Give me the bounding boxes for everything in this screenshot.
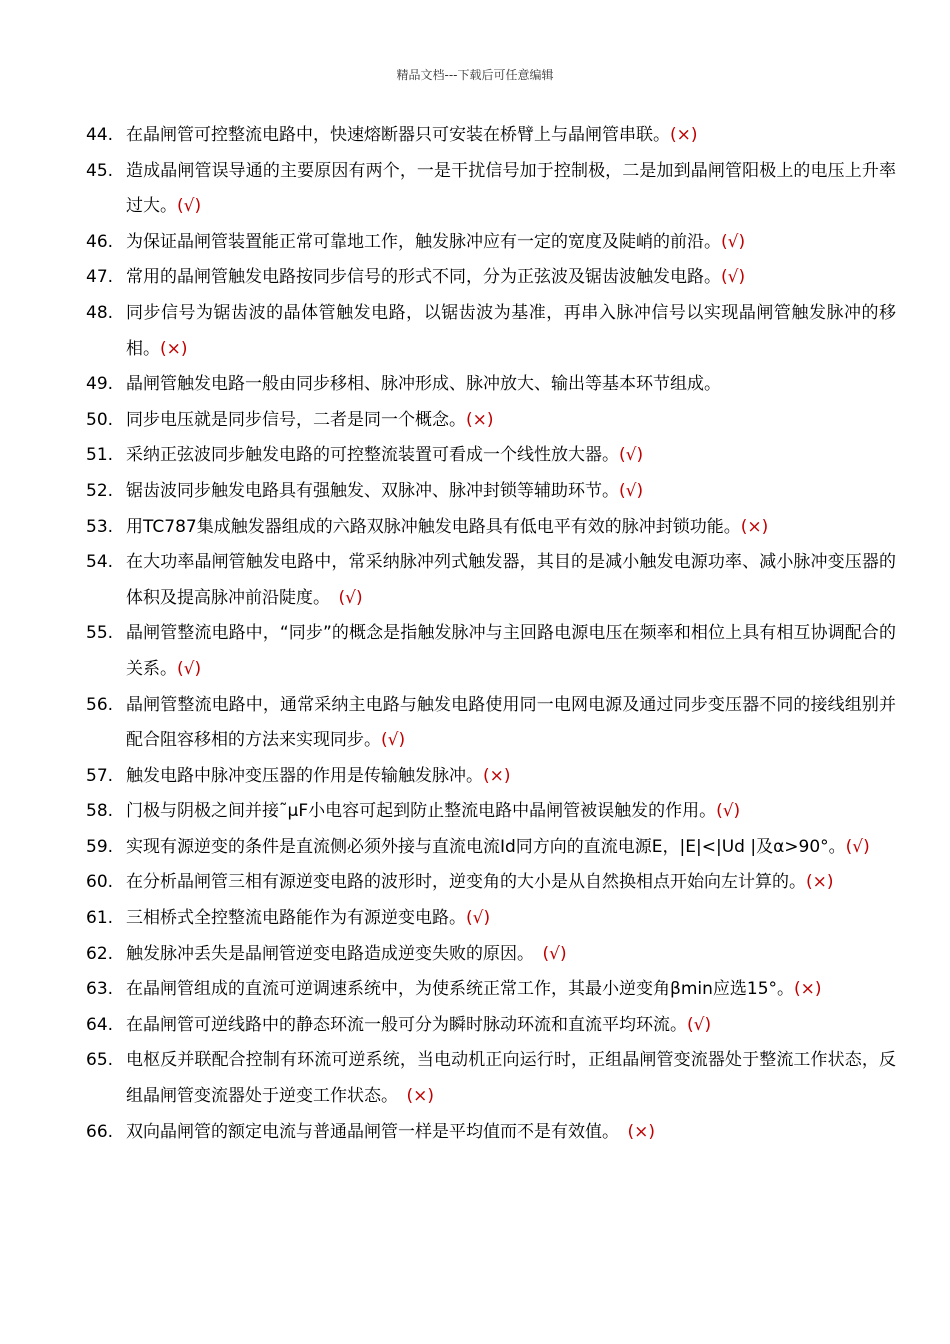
answer-mark: (√) [619, 480, 644, 501]
list-item [86, 225, 896, 261]
item-number: 64. [86, 1014, 114, 1035]
item-text [126, 474, 896, 510]
item-number: 51. [86, 445, 114, 466]
answer-mark: (×) [466, 409, 494, 430]
item-number: 50. [86, 409, 114, 430]
statement-text: 门极与阴极之间并接˜μF小电容可起到防止整流电路中晶闸管被误触发的作用。 [126, 801, 717, 822]
item-number: 44. [86, 125, 114, 145]
answer-mark: (×) [406, 1086, 435, 1107]
answer-mark: (√) [721, 231, 746, 252]
item-number: 54. [86, 552, 114, 573]
answer-mark: (√) [845, 836, 870, 857]
item-text [126, 1115, 896, 1151]
statement-text: 同步信号为锯齿波的晶体管触发电路，以锯齿波为基准，再串入脉冲信号以实现晶闸管触发脉冲的移相。 [126, 302, 896, 359]
item-text [126, 296, 896, 367]
answer-mark: (×) [160, 338, 188, 359]
statement-text: 常用的晶闸管触发电路按同步信号的形式不同，分为正弦波及锯齿波触发电路。 [126, 267, 721, 288]
answer-mark: (√) [338, 587, 363, 608]
list-item [86, 510, 896, 546]
list-item [86, 830, 896, 866]
answer-mark: (×) [483, 765, 511, 786]
question-list [86, 118, 896, 1150]
list-item [86, 545, 896, 616]
item-text [126, 154, 896, 225]
answer-mark: (×) [740, 516, 769, 537]
list-item [86, 367, 896, 403]
item-text [126, 937, 896, 973]
answer-mark: (×) [627, 1121, 656, 1142]
list-item [86, 937, 896, 973]
item-text [126, 510, 896, 546]
list-item [86, 1115, 896, 1151]
statement-text: 采纳正弦波同步触发电路的可控整流装置可看成一个线性放大器。 [126, 445, 619, 466]
answer-mark: (×) [670, 125, 698, 145]
item-number: 45. [86, 160, 114, 181]
statement-text: 在晶闸管可逆线路中的静态环流一般可分为瞬时脉动环流和直流平均环流。 [126, 1014, 687, 1035]
item-number: 47. [86, 267, 114, 288]
list-item [86, 403, 896, 439]
statement-text: 在分析晶闸管三相有源逆变电路的波形时，逆变角的大小是从自然换相点开始向左计算的。 [126, 872, 806, 893]
list-item [86, 901, 896, 937]
item-text [126, 972, 896, 1008]
list-item [86, 759, 896, 795]
statement-text: 实现有源逆变的条件是直流侧必须外接与直流电流Id同方向的直流电源E，|E|<|Ud |及α>90°。 [126, 836, 846, 857]
answer-mark: (×) [794, 979, 822, 1000]
statement-text: 在大功率晶闸管触发电路中，常采纳脉冲列式触发器，其目的是减小触发电源功率、减小脉冲变压器的体积及提高脉冲前沿陡度。 [126, 552, 896, 608]
item-number: 46. [86, 231, 114, 252]
statement-text: 晶闸管整流电路中，通常采纳主电路与触发电路使用同一电网电源及通过同步变压器不同的接线组别并配合阻容移相的方法来实现同步。 [126, 694, 896, 751]
statement-text: 触发电路中脉冲变压器的作用是传输触发脉冲。 [126, 765, 483, 786]
answer-mark: (√) [687, 1014, 712, 1035]
item-text [126, 759, 896, 795]
statement-text: 触发脉冲丢失是晶闸管逆变电路造成逆变失败的原因。 [126, 943, 543, 964]
item-text [126, 367, 896, 403]
statement-text: 双向晶闸管的额定电流与普通晶闸管一样是平均值而不是有效值。 [126, 1121, 628, 1142]
list-item [86, 438, 896, 474]
answer-mark: (√) [716, 801, 741, 822]
statement-text: 为保证晶闸管装置能正常可靠地工作，触发脉冲应有一定的宽度及陡峭的前沿。 [126, 231, 721, 252]
item-text [126, 438, 896, 474]
statement-text: 在晶闸管可控整流电路中，快速熔断器只可安装在桥臂上与晶闸管串联。 [126, 125, 670, 145]
statement-text: 晶闸管整流电路中，“同步”的概念是指触发脉冲与主回路电源电压在频率和相位上具有相互协调配合的关系。 [126, 623, 896, 679]
item-text [126, 688, 896, 759]
item-text [126, 830, 896, 866]
item-text [126, 225, 896, 261]
statement-text: 锯齿波同步触发电路具有强触发、双脉冲、脉冲封锁等辅助环节。 [126, 480, 619, 501]
item-number: 59. [86, 836, 114, 857]
item-text [126, 403, 896, 439]
item-number: 65. [86, 1050, 114, 1071]
answer-mark: (√) [177, 196, 202, 217]
item-text [126, 118, 896, 154]
item-number: 55. [86, 623, 114, 644]
list-item [86, 972, 896, 1008]
answer-mark: (√) [381, 730, 406, 751]
list-item [86, 1043, 896, 1114]
item-number: 63. [86, 979, 114, 1000]
item-text [126, 1008, 896, 1044]
item-number: 62. [86, 943, 114, 964]
item-number: 61. [86, 908, 114, 929]
list-item [86, 616, 896, 687]
list-item [86, 794, 896, 830]
item-text [126, 901, 896, 937]
item-number: 57. [86, 765, 114, 786]
item-number: 49. [86, 374, 114, 395]
answer-mark: (√) [542, 943, 567, 964]
answer-mark: (√) [721, 267, 746, 288]
answer-mark: (√) [619, 445, 644, 466]
statement-text: 造成晶闸管误导通的主要原因有两个，一是干扰信号加于控制极，二是加到晶闸管阳极上的电压上升率过大。 [126, 160, 896, 217]
statement-text: 用TC787集成触发器组成的六路双脉冲触发电路具有低电平有效的脉冲封锁功能。 [126, 516, 741, 537]
item-text [126, 616, 896, 687]
list-item [86, 865, 896, 901]
answer-mark: (×) [806, 872, 834, 893]
item-text [126, 260, 896, 296]
item-text [126, 794, 896, 830]
item-text [126, 545, 896, 616]
page-header: 精品文档---下载后可任意编辑 [396, 68, 554, 82]
item-number: 52. [86, 480, 114, 501]
list-item [86, 688, 896, 759]
answer-mark: (√) [466, 908, 491, 929]
item-number: 60. [86, 872, 114, 893]
item-number: 48. [86, 302, 114, 323]
statement-text: 晶闸管触发电路一般由同步移相、脉冲形成、脉冲放大、输出等基本环节组成。 [126, 374, 721, 395]
item-number: 56. [86, 694, 114, 715]
item-number: 66. [86, 1121, 114, 1142]
list-item [86, 118, 896, 154]
item-number: 58. [86, 801, 114, 822]
list-item [86, 154, 896, 225]
item-number: 53. [86, 516, 114, 537]
item-text [126, 1043, 896, 1114]
list-item [86, 474, 896, 510]
list-item [86, 1008, 896, 1044]
statement-text: 同步电压就是同步信号，二者是同一个概念。 [126, 409, 466, 430]
statement-text: 电枢反并联配合控制有环流可逆系统，当电动机正向运行时，正组晶闸管变流器处于整流工作状态，反组晶闸管变流器处于逆变工作状态。 [126, 1050, 896, 1107]
list-item [86, 296, 896, 367]
answer-mark: (√) [177, 658, 202, 679]
list-item [86, 260, 896, 296]
statement-text: 在晶闸管组成的直流可逆调速系统中，为使系统正常工作，其最小逆变角βmin应选15°。 [126, 979, 795, 1000]
statement-text: 三相桥式全控整流电路能作为有源逆变电路。 [126, 908, 466, 929]
item-text [126, 865, 896, 901]
